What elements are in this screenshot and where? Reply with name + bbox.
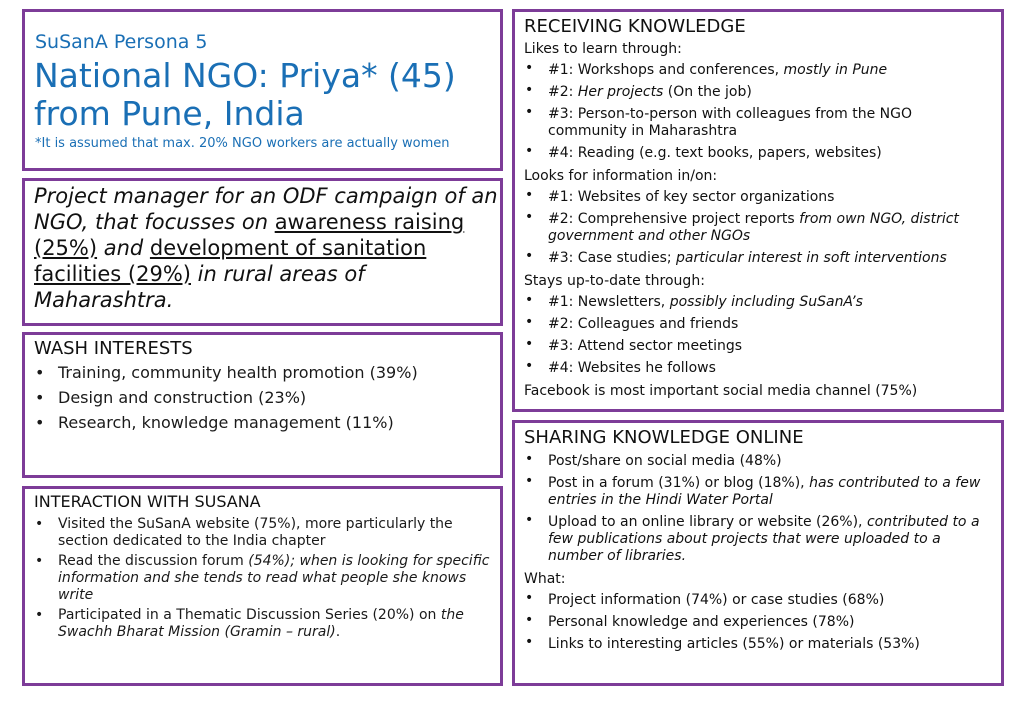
list-item: • Upload to an online library or website (26%), contributed to a few publications about projects that were uploaded to a number of libraries. (524, 512, 993, 568)
interaction-heading: INTERACTION WITH SUSANA (34, 492, 261, 511)
list-item: • #1: Workshops and conferences, mostly in Pune (524, 60, 993, 82)
list-item: • Visited the SuSanA website (75%), more particularly the section dedicated to the India chapter (34, 516, 492, 550)
list-item: • #3: Attend sector meetings (524, 336, 993, 358)
sanitation-facilities-share: development of sanitation facilities (29%) (34, 236, 427, 286)
title-panel (22, 9, 503, 171)
list-item: • Training, community health promotion (39%) (34, 360, 492, 385)
sharing-knowledge-panel (512, 420, 1004, 686)
update-list (524, 292, 993, 380)
receiving-heading: RECEIVING KNOWLEDGE (524, 16, 746, 37)
facebook-note: Facebook is most important social media channel (75%) (524, 383, 918, 399)
interaction-panel (22, 486, 503, 686)
update-label: Stays up-to-date through: (524, 273, 705, 289)
info-label: Looks for information in/on: (524, 168, 718, 184)
persona-title (34, 57, 494, 133)
list-item: • Personal knowledge and experiences (78%) (524, 612, 993, 634)
list-item: • Post in a forum (31%) or blog (18%), has contributed to a few entries in the Hindi Water Portal (524, 473, 993, 512)
list-item: • #2: Colleagues and friends (524, 314, 993, 336)
list-item: • #2: Comprehensive project reports from own NGO, district government and other NGOs (524, 209, 993, 248)
persona-subtitle: SuSanA Persona 5 (35, 31, 208, 53)
wash-list (34, 360, 492, 435)
sharing-heading: SHARING KNOWLEDGE ONLINE (524, 427, 804, 448)
awareness-raising-share: awareness raising (25%) (34, 210, 465, 260)
wash-heading: WASH INTERESTS (34, 338, 193, 359)
interaction-list (34, 516, 492, 641)
list-item: • #4: Reading (e.g. text books, papers, websites) (524, 143, 993, 165)
learn-list (524, 60, 993, 165)
info-list (524, 187, 993, 270)
list-item: • Participated in a Thematic Discussion Series (20%) on the Swachh Bharat Mission (Gramin – rural). (34, 607, 492, 641)
sharing-list (524, 451, 993, 568)
list-item: • Post/share on social media (48%) (524, 451, 993, 473)
project-text-1: Project manager for an ODF campaign of an NGO, that focusses on (34, 184, 498, 234)
list-item: • #4: Websites he follows (524, 358, 993, 380)
list-item: • Links to interesting articles (55%) or materials (53%) (524, 634, 993, 656)
list-item: • #3: Person-to-person with colleagues from the NGO community in Maharashtra (524, 104, 993, 143)
persona-footnote: *It is assumed that max. 20% NGO workers are actually women (35, 136, 450, 151)
persona-name: National NGO: Priya* (45) (34, 56, 456, 95)
learn-label: Likes to learn through: (524, 41, 682, 57)
list-item: • Project information (74%) or case studies (68%) (524, 590, 993, 612)
list-item: • #3: Case studies; particular interest in soft interventions (524, 248, 993, 270)
project-text-3: in rural areas of Maharashtra. (34, 262, 365, 312)
list-item: • Read the discussion forum (54%); when is looking for specific information and she tends to read what people she knows write (34, 553, 492, 604)
what-list (524, 590, 993, 656)
list-item: • #1: Websites of key sector organizations (524, 187, 993, 209)
what-label: What: (524, 571, 566, 587)
list-item: • #1: Newsletters, possibly including SuSanA’s (524, 292, 993, 314)
list-item: • Design and construction (23%) (34, 385, 492, 410)
project-panel (22, 178, 503, 326)
project-text-2: and (97, 236, 150, 260)
list-item: • #2: Her projects (On the job) (524, 82, 993, 104)
project-description (34, 183, 500, 313)
list-item: • Research, knowledge management (11%) (34, 410, 492, 435)
persona-location: from Pune, India (34, 94, 305, 133)
receiving-knowledge-panel (512, 9, 1004, 412)
wash-interests-panel (22, 332, 503, 478)
